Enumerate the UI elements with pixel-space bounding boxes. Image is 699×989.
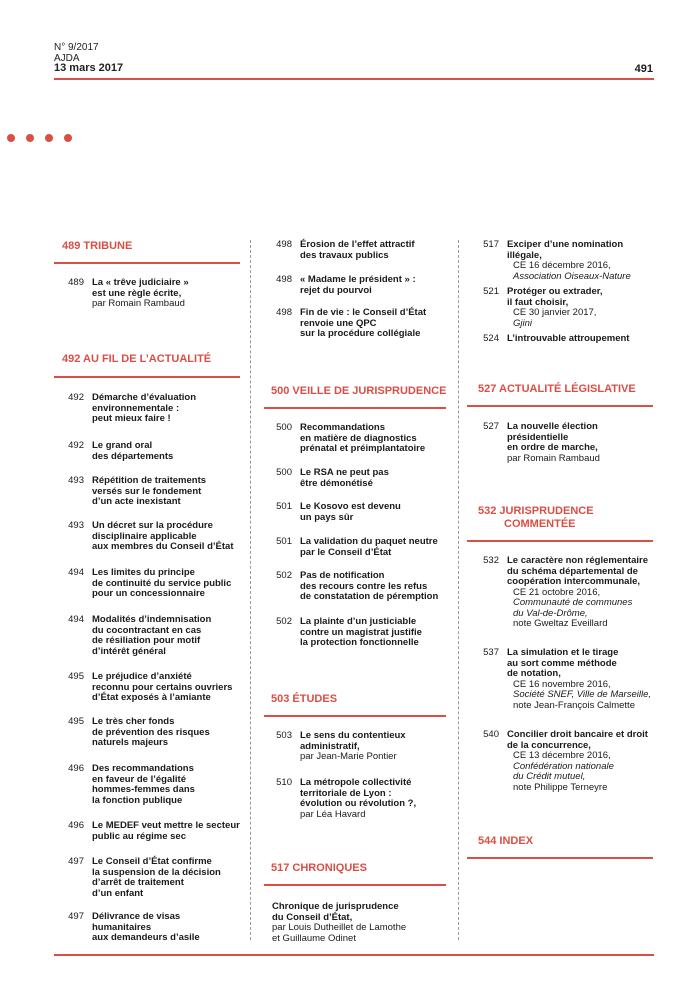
toc-party: Association Oiseaux-Nature	[513, 270, 631, 282]
toc-page: 537	[483, 647, 499, 658]
toc-title: par le Conseil d’État	[300, 546, 392, 558]
toc-page: 517	[483, 239, 499, 250]
dot-icon	[26, 134, 34, 142]
toc-page: 510	[276, 777, 292, 788]
toc-title: sur la procédure collégiale	[300, 328, 421, 339]
toc-reference: CE 13 décembre 2016,	[513, 750, 611, 761]
toc-title: Démarche d’évaluation	[92, 392, 197, 403]
toc-title: La nouvelle élection	[507, 421, 598, 432]
column-separator	[458, 240, 459, 940]
toc-reference: CE 30 janvier 2017,	[513, 307, 597, 318]
toc-title: en faveur de l’égalité	[92, 773, 186, 785]
toc-page: 489	[68, 277, 84, 288]
toc-title: naturels majeurs	[92, 737, 169, 748]
toc-title: de notation,	[507, 668, 561, 679]
toc-page: 540	[483, 729, 499, 740]
toc-party: Société SNEF, Ville de Marseille,	[513, 689, 651, 700]
section-rule	[467, 540, 653, 542]
section-title-index: 544 INDEX	[478, 835, 534, 847]
footer-rule	[54, 954, 654, 956]
toc-title: administratif,	[300, 740, 360, 752]
toc-title: La simulation et le tirage	[507, 647, 619, 658]
toc-title: rejet du pourvoi	[300, 284, 372, 296]
toc-party: Gjini	[513, 317, 533, 329]
toc-note: note Jean-François Calmette	[513, 699, 635, 711]
toc-title: Chronique de jurisprudence	[272, 901, 399, 912]
toc-title: en matière de diagnostics	[300, 432, 417, 444]
toc-party: du Val-de-Drôme,	[513, 607, 588, 619]
toc-title: environnementale :	[92, 402, 180, 414]
toc-title: du cocontractant en cas	[92, 624, 202, 636]
toc-title: Le MEDEF veut mettre le secteur	[92, 820, 240, 831]
toc-title: Des recommandations	[92, 763, 194, 774]
toc-title: Le préjudice d’anxiété	[92, 671, 192, 682]
page-number: 491	[634, 63, 653, 75]
toc-title: présidentielle	[507, 431, 569, 443]
toc-title: des travaux publics	[300, 249, 389, 261]
toc-title: de prévention des risques	[92, 726, 210, 738]
section-title-actualite: 492 AU FIL DE L’ACTUALITÉ	[62, 353, 212, 365]
section-title-veille: 500 VEILLE DE JURISPRUDENCE	[271, 385, 447, 397]
section-rule	[467, 405, 653, 407]
toc-title: au sort comme méthode	[507, 657, 617, 669]
toc-reference: CE 16 décembre 2016,	[513, 260, 611, 271]
toc-title: Érosion de l’effet attractif	[300, 239, 415, 250]
toc-party: Confédération nationale	[513, 760, 614, 772]
toc-title: la suspension de la décision	[92, 866, 221, 878]
toc-party: Communauté de communes	[513, 597, 633, 608]
toc-reference: CE 16 novembre 2016,	[513, 678, 611, 690]
section-rule	[467, 857, 653, 859]
toc-page: 527	[483, 421, 499, 432]
toc-page: 524	[483, 333, 499, 344]
toc-title: est une règle écrite,	[92, 287, 182, 299]
section-rule	[264, 715, 446, 717]
toc-title: de résiliation pour motif	[92, 635, 201, 646]
dot-icon	[64, 134, 72, 142]
toc-title: Le Kosovo est devenu	[300, 501, 401, 512]
toc-page: 495	[68, 671, 84, 682]
toc-title: contre un magistrat justifie	[300, 626, 422, 638]
toc-title: Le très cher fonds	[92, 716, 175, 727]
toc-title: renvoie une QPC	[300, 317, 377, 329]
toc-page: 496	[68, 763, 84, 774]
toc-page: 501	[276, 536, 292, 547]
toc-title: L’introuvable attroupement	[507, 333, 630, 344]
toc-title: La métropole collectivité	[300, 777, 412, 788]
toc-author: et Guillaume Odinet	[272, 932, 356, 944]
toc-page: 492	[68, 440, 84, 451]
toc-title: Répétition de traitements	[92, 475, 207, 486]
toc-page: 494	[68, 567, 84, 578]
toc-title: La validation du paquet neutre	[300, 536, 438, 547]
dot-icon	[45, 134, 53, 142]
toc-title: Le caractère non réglementaire	[507, 555, 648, 566]
toc-title: Recommandations	[300, 422, 385, 433]
toc-title: être démonétisé	[300, 477, 373, 489]
section-title-chroniques: 517 CHRONIQUES	[271, 862, 367, 874]
toc-title: « Madame le président » :	[300, 274, 416, 285]
toc-title: du Conseil d’État,	[272, 911, 353, 923]
toc-title: d’un acte inexistant	[92, 496, 181, 507]
section-title-line: 532 JURISPRUDENCE	[478, 505, 594, 517]
toc-page: 502	[276, 616, 292, 627]
toc-page: 521	[483, 286, 499, 297]
section-rule	[54, 376, 240, 378]
column-separator	[250, 240, 251, 940]
toc-title: public au régime sec	[92, 830, 186, 842]
toc-page: 496	[68, 820, 84, 831]
toc-title: d’État exposés à l’amiante	[92, 692, 211, 703]
toc-author: par Romain Rambaud	[507, 452, 600, 464]
toc-title: Modalités d’indemnisation	[92, 614, 212, 625]
toc-title: Concilier droit bancaire et droit	[507, 729, 648, 740]
toc-title: Le Conseil d’État confirme	[92, 856, 212, 867]
journal-name: AJDA	[54, 53, 80, 64]
issue-date: 13 mars 2017	[54, 62, 124, 74]
toc-author: par Louis Dutheillet de Lamothe	[272, 922, 407, 933]
toc-page: 498	[276, 274, 292, 285]
issue-number: N° 9/2017	[54, 42, 99, 53]
toc-title: peut mieux faire !	[92, 413, 171, 424]
toc-note: note Philippe Terneyre	[513, 781, 608, 793]
toc-page: 492	[68, 392, 84, 403]
toc-page: 495	[68, 716, 84, 727]
toc-title: la fonction publique	[92, 794, 183, 806]
toc-title: du schéma départemental de	[507, 565, 638, 577]
toc-title: pour un concessionnaire	[92, 588, 205, 599]
toc-title: en ordre de marche,	[507, 442, 598, 453]
toc-author: par Romain Rambaud	[92, 298, 185, 309]
section-title-legislative: 527 ACTUALITÉ LÉGISLATIVE	[478, 383, 636, 395]
toc-title: d’arrêt de traitement	[92, 877, 184, 888]
toc-page: 498	[276, 307, 292, 318]
toc-title: Le sens du contentieux	[300, 730, 406, 741]
toc-title: coopération intercommunale,	[507, 576, 641, 587]
toc-page: 498	[276, 239, 292, 250]
toc-reference: CE 21 octobre 2016,	[513, 586, 601, 598]
toc-page: 500	[276, 422, 292, 433]
toc-note: note Gweltaz Eveillard	[513, 618, 608, 629]
toc-title: de la concurrence,	[507, 739, 591, 751]
toc-title: versés sur le fondement	[92, 485, 202, 497]
toc-title: Pas de notification	[300, 570, 385, 581]
toc-title: des recours contre les refus	[300, 580, 428, 592]
header-rule	[54, 78, 654, 80]
toc-author: par Léa Havard	[300, 808, 366, 820]
dot-icon	[7, 134, 15, 142]
toc-title: aux demandeurs d’asile	[92, 932, 200, 943]
toc-party: du Crédit mutuel,	[513, 771, 586, 782]
section-title-line: COMMENTÉE	[504, 518, 576, 530]
toc-title: de continuité du service public	[92, 577, 232, 589]
toc-title: des départements	[92, 450, 174, 462]
toc-title: La plainte d’un justiciable	[300, 616, 417, 627]
toc-title: un pays sûr	[300, 511, 354, 523]
toc-title: territoriale de Lyon :	[300, 787, 392, 799]
toc-author: par Jean-Marie Pontier	[300, 751, 397, 762]
toc-title: Un décret sur la procédure	[92, 520, 213, 531]
toc-title: d’intérêt général	[92, 645, 166, 657]
toc-page: 502	[276, 570, 292, 581]
toc-page: 503	[276, 730, 292, 741]
toc-page: 493	[68, 475, 84, 486]
toc-page: 497	[68, 856, 84, 867]
section-rule	[264, 884, 446, 886]
toc-title: prénatal et préimplantatoire	[300, 443, 426, 454]
toc-title: évolution ou révolution ?,	[300, 798, 417, 809]
section-rule	[264, 407, 446, 409]
toc-title: disciplinaire applicable	[92, 530, 197, 542]
decorative-dots	[7, 134, 72, 142]
toc-title: Fin de vie : le Conseil d’État	[300, 307, 427, 318]
toc-title: Protéger ou extrader,	[507, 286, 603, 297]
toc-title: La « trêve judiciaire »	[92, 277, 189, 288]
toc-title: Le RSA ne peut pas	[300, 467, 389, 478]
toc-title: hommes-femmes dans	[92, 784, 195, 795]
toc-page: 500	[276, 467, 292, 478]
toc-page: 501	[276, 501, 292, 512]
section-rule	[54, 262, 240, 264]
toc-page: 497	[68, 911, 84, 922]
toc-title: la protection fonctionnelle	[300, 637, 419, 648]
toc-title: d’un enfant	[92, 887, 144, 899]
toc-title: de constatation de péremption	[300, 591, 439, 602]
toc-title: reconnu pour certains ouvriers	[92, 681, 233, 693]
toc-title: aux membres du Conseil d’État	[92, 541, 234, 552]
toc-title: Délivrance de visas	[92, 911, 181, 922]
section-title-etudes: 503 ÉTUDES	[271, 693, 338, 705]
toc-title: humanitaires	[92, 921, 152, 933]
toc-page: 494	[68, 614, 84, 625]
toc-page: 493	[68, 520, 84, 531]
toc-title: Exciper d’une nomination illégale,	[507, 239, 624, 261]
section-title-jurisprudence	[478, 505, 594, 531]
toc-title: Les limites du principe	[92, 567, 195, 578]
toc-title: Le grand oral	[92, 440, 153, 451]
section-title-tribune: 489 TRIBUNE	[62, 240, 133, 252]
toc-page: 532	[483, 555, 499, 566]
toc-title: il faut choisir,	[507, 296, 569, 308]
